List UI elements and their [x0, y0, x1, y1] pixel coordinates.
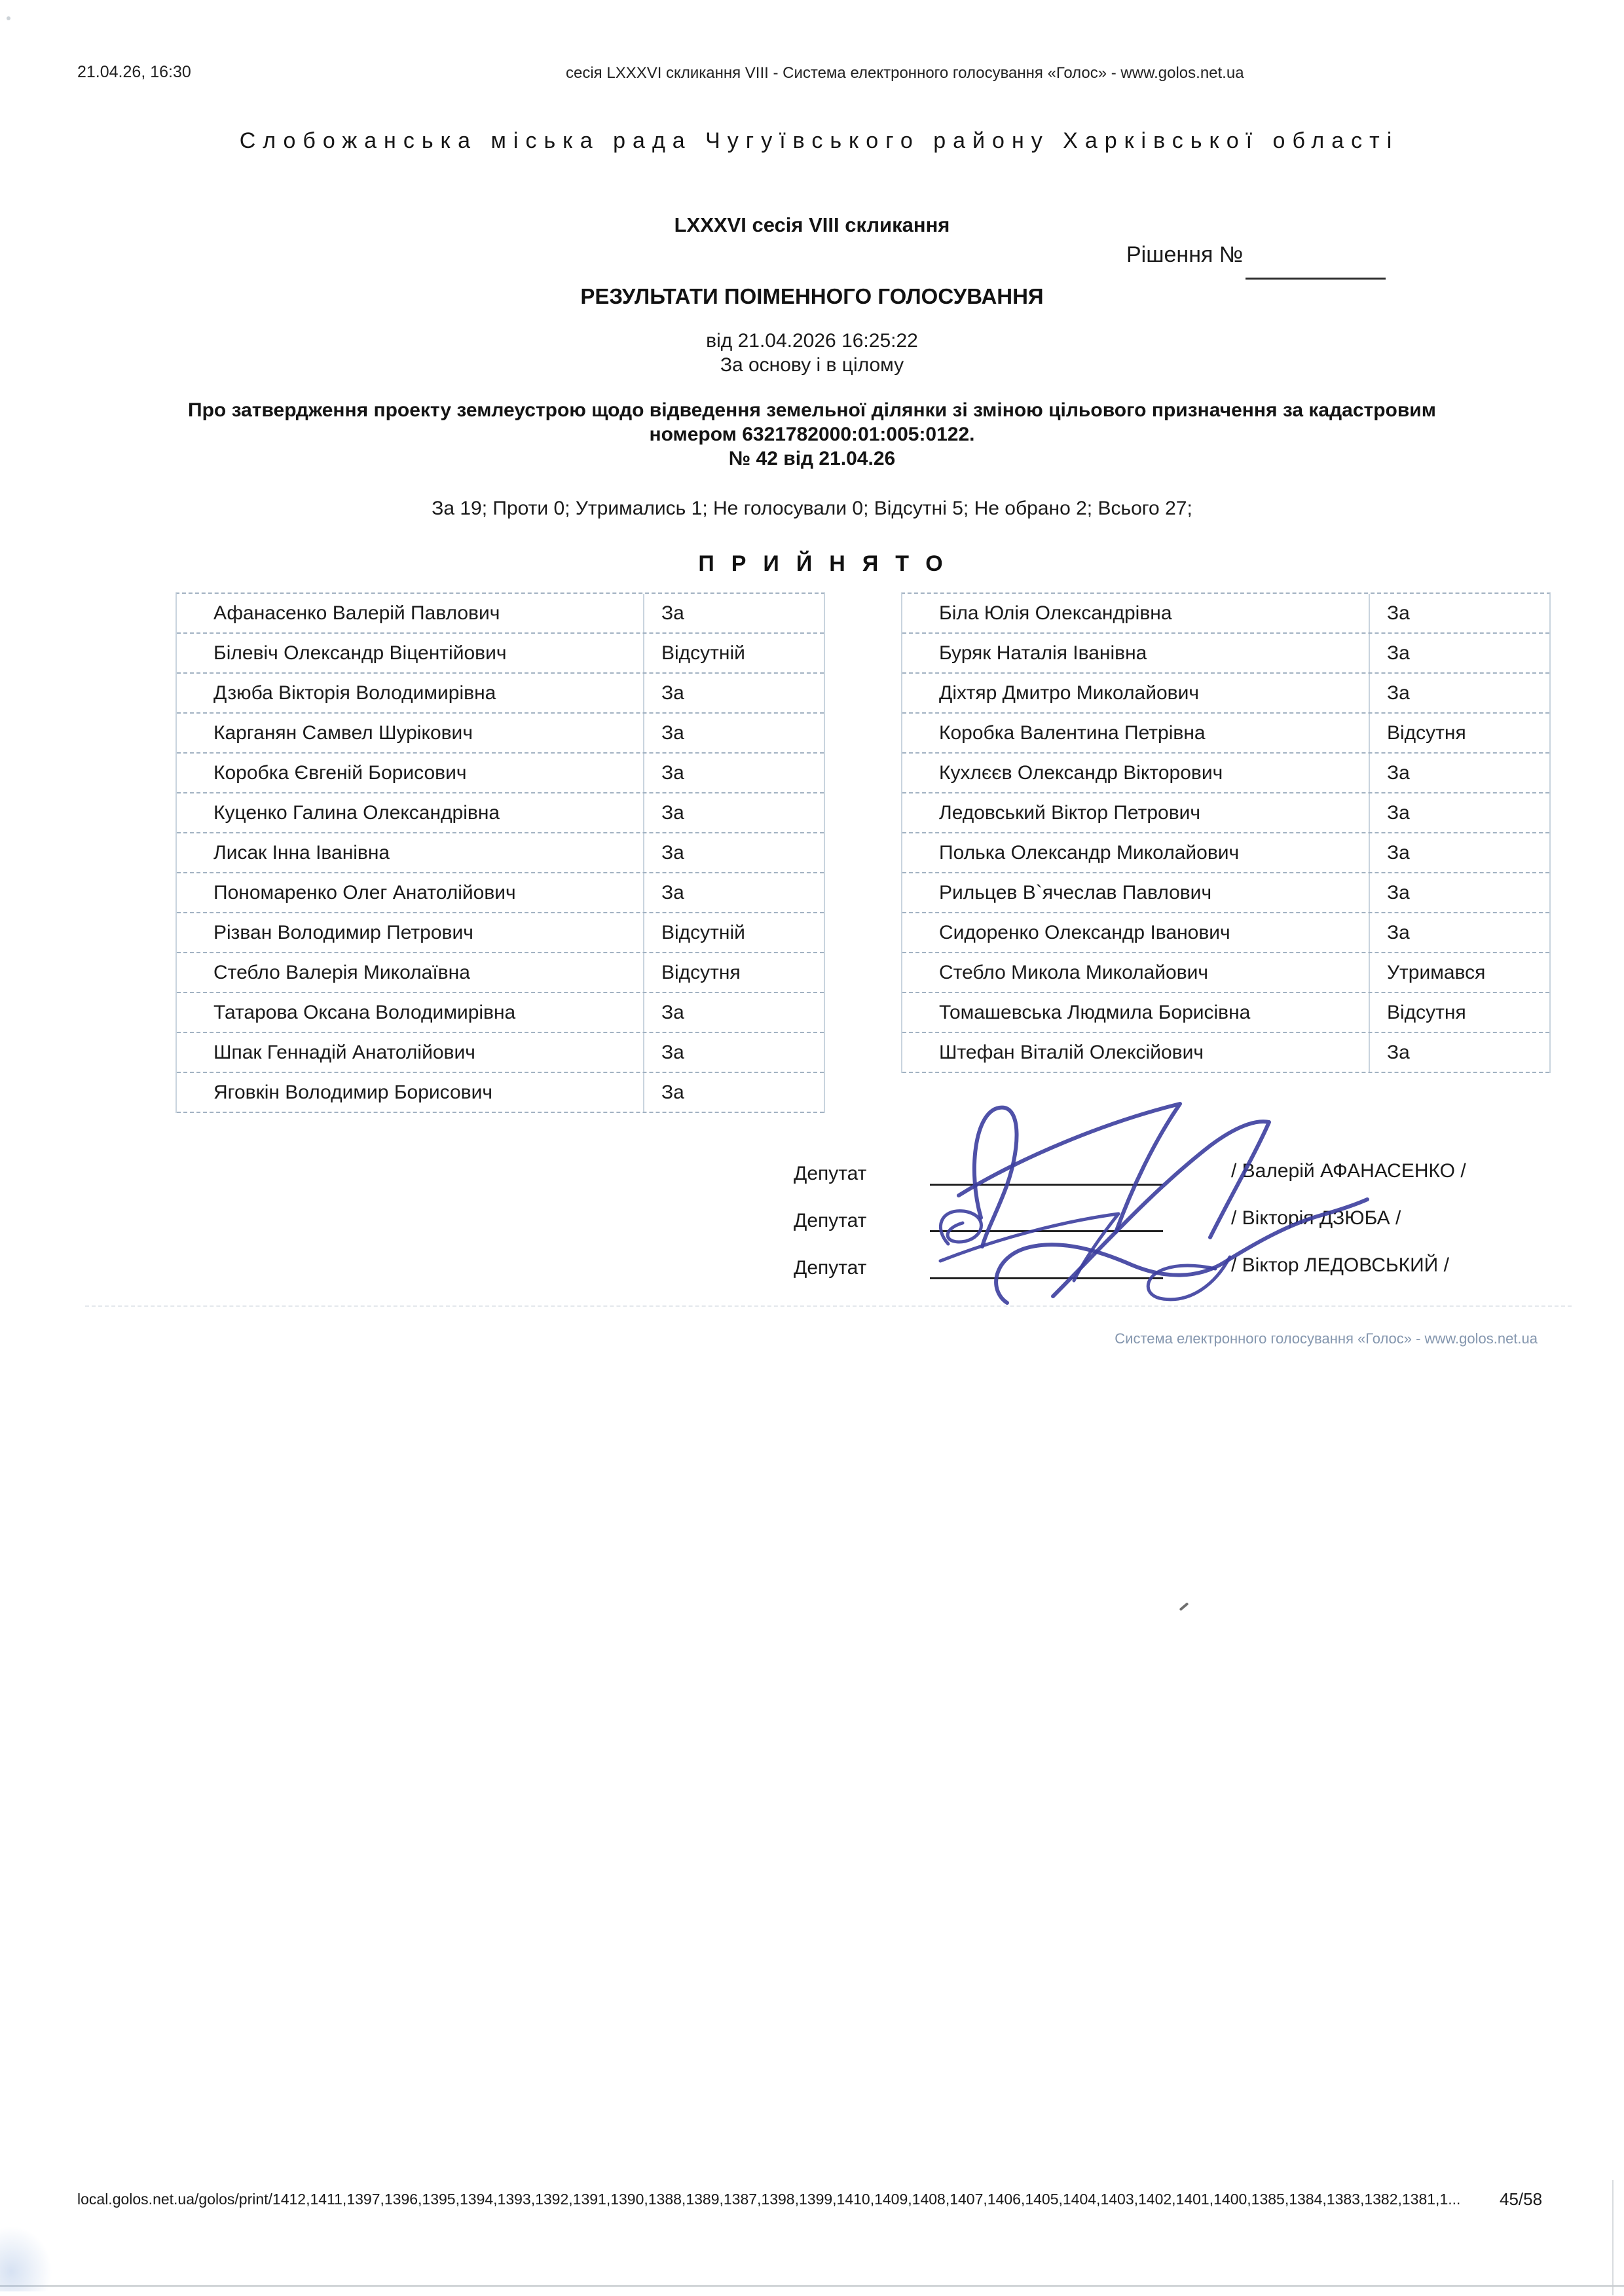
deputy-name: Коробка Євгеній Борисович	[177, 754, 644, 792]
deputy-name: Яговкін Володимир Борисович	[177, 1073, 644, 1112]
table-row	[902, 634, 1549, 674]
deputy-name: Лисак Інна Іванівна	[177, 833, 644, 872]
table-row	[902, 1033, 1549, 1073]
vote-value: Відсутня	[1387, 1002, 1466, 1023]
deputy-name: Ледовський Віктор Петрович	[902, 793, 1370, 832]
ink-stroke	[996, 1199, 1367, 1303]
deputy-role-label: Депутат	[794, 1257, 867, 1279]
vote-value: За	[1387, 882, 1410, 903]
deputy-name: Татарова Оксана Володимирівна	[177, 993, 644, 1032]
ink-stroke	[959, 1104, 1180, 1232]
scan-smudge	[0, 2226, 52, 2291]
print-header-title: сесія LXXXVI скликання VIII - Система електронного голосування «Голос» - www.golos.net.ua	[566, 64, 1244, 82]
scan-speck	[7, 16, 10, 20]
council-title: Слобожанська міська рада Чугуївського району Харківської області	[239, 128, 1399, 153]
ink-stroke	[940, 1211, 981, 1244]
vote-value: За	[661, 722, 684, 744]
table-row	[902, 674, 1549, 714]
decision-number-label: Рішення №	[1126, 242, 1244, 267]
vote-value: Відсутня	[1387, 722, 1466, 744]
table-row	[902, 714, 1549, 754]
stray-mark	[1179, 1602, 1189, 1611]
signature-ink	[902, 1093, 1380, 1309]
deputy-name: Біла Юлія Олександрівна	[902, 594, 1370, 632]
vote-value: За	[661, 602, 684, 624]
deputy-name: Полька Олександр Миколайович	[902, 833, 1370, 872]
deputy-signature-name: / Віктор ЛЕДОВСЬКИЙ /	[1231, 1254, 1449, 1276]
vote-value: За	[1387, 642, 1410, 664]
deputy-name: Куценко Галина Олександрівна	[177, 793, 644, 832]
vote-value: За	[661, 762, 684, 784]
vote-value: За	[661, 802, 684, 824]
vote-value: За	[661, 882, 684, 903]
table-row	[902, 913, 1549, 953]
vote-table-left	[175, 592, 825, 1113]
deputy-name: Пономаренко Олег Анатолійович	[177, 873, 644, 912]
separator-line	[85, 1305, 1572, 1307]
table-row	[177, 953, 824, 993]
page-edge-artifact-right	[1612, 2180, 1614, 2295]
deputy-name: Рильцев В`ячеслав Павлович	[902, 873, 1370, 912]
table-row	[177, 1073, 824, 1113]
deputy-role-label: Депутат	[794, 1210, 867, 1231]
table-row	[902, 993, 1549, 1033]
vote-value: Утримався	[1387, 962, 1486, 983]
deputy-name: Коробка Валентина Петрівна	[902, 714, 1370, 752]
subject-line-1: Про затвердження проекту землеустрою щодо відведення земельної ділянки зі зміною цільового призначення за кадастровим	[188, 399, 1436, 421]
vote-value: За	[1387, 762, 1410, 784]
table-row	[177, 634, 824, 674]
page-edge-artifact	[0, 2285, 1624, 2287]
vote-value: За	[1387, 802, 1410, 824]
vote-value: За	[1387, 1042, 1410, 1063]
table-row	[902, 873, 1549, 913]
table-row	[177, 833, 824, 873]
table-row	[902, 793, 1549, 833]
vote-value: За	[661, 1082, 684, 1103]
subject-line-3: № 42 від 21.04.26	[728, 448, 896, 469]
deputy-name: Стебло Микола Миколайович	[902, 953, 1370, 992]
table-row	[177, 754, 824, 793]
table-row	[902, 754, 1549, 793]
table-row	[177, 993, 824, 1033]
vote-value: За	[661, 682, 684, 704]
vote-value: За	[1387, 602, 1410, 624]
vote-value: За	[661, 1042, 684, 1063]
results-title: РЕЗУЛЬТАТИ ПОІМЕННОГО ГОЛОСУВАННЯ	[580, 284, 1044, 308]
ink-stroke	[1148, 1257, 1230, 1300]
table-row	[177, 793, 824, 833]
deputy-name: Буряк Наталія Іванівна	[902, 634, 1370, 672]
vote-value: За	[1387, 842, 1410, 864]
decision-status: ПРИЙНЯТО	[698, 551, 960, 576]
table-row	[177, 594, 824, 634]
table-row	[177, 714, 824, 754]
table-row	[177, 873, 824, 913]
subject-line-2: номером 6321782000:01:005:0122.	[649, 424, 975, 445]
deputy-name: Карганян Самвел Шурікович	[177, 714, 644, 752]
decision-number-blank-line	[1246, 278, 1386, 280]
deputy-name: Штефан Віталій Олексійович	[902, 1033, 1370, 1072]
vote-value: За	[1387, 922, 1410, 943]
deputy-name: Різван Володимир Петрович	[177, 913, 644, 952]
deputy-signature-name: / Вікторія ДЗЮБА /	[1231, 1207, 1401, 1229]
vote-value: Відсутній	[661, 642, 745, 664]
deputy-name: Афанасенко Валерій Павлович	[177, 594, 644, 632]
footer-url: local.golos.net.ua/golos/print/1412,1411,1397,1396,1395,1394,1393,1392,1391,1390,1388,1389,1387,1398,1399,1410,1409,1408,1407,1406,1405,1404,1403,1402,1401,1400,1385,1384,1383,1382,1381,1...	[77, 2191, 1461, 2208]
vote-summary: За 19; Проти 0; Утримались 1; Не голосували 0; Відсутні 5; Не обрано 2; Всього 27;	[432, 498, 1192, 519]
table-row	[902, 833, 1549, 873]
table-row	[177, 913, 824, 953]
deputy-name: Томашевська Людмила Борисівна	[902, 993, 1370, 1032]
deputy-name: Білевіч Олександр Віцентійович	[177, 634, 644, 672]
table-row	[177, 1033, 824, 1073]
vote-value: За	[661, 1002, 684, 1023]
deputy-name: Кухлєєв Олександр Вікторович	[902, 754, 1370, 792]
vote-value: За	[661, 842, 684, 864]
table-row	[902, 953, 1549, 993]
table-row	[177, 674, 824, 714]
system-watermark-label: Система електронного голосування «Голос» - www.golos.net.ua	[1115, 1330, 1538, 1347]
vote-value: За	[1387, 682, 1410, 704]
deputy-name: Стебло Валерія Миколаївна	[177, 953, 644, 992]
vote-datetime: від 21.04.2026 16:25:22	[706, 330, 918, 352]
deputy-name: Дзюба Вікторія Володимирівна	[177, 674, 644, 712]
table-row	[902, 594, 1549, 634]
vote-value: Відсутній	[661, 922, 745, 943]
print-timestamp: 21.04.26, 16:30	[77, 63, 191, 81]
vote-table-right	[901, 592, 1551, 1073]
vote-value: Відсутня	[661, 962, 741, 983]
deputy-signature-name: / Валерій АФАНАСЕНКО /	[1231, 1160, 1466, 1182]
deputy-name: Діхтяр Дмитро Миколайович	[902, 674, 1370, 712]
footer-page-number: 45/58	[1500, 2189, 1543, 2209]
vote-subject	[0, 398, 1624, 471]
deputy-name: Шпак Геннадій Анатолійович	[177, 1033, 644, 1072]
vote-basis: За основу і в цілому	[720, 354, 904, 376]
session-title: LXXXVI сесія VIII скликання	[674, 213, 950, 236]
deputy-role-label: Депутат	[794, 1163, 867, 1184]
deputy-name: Сидоренко Олександр Іванович	[902, 913, 1370, 952]
